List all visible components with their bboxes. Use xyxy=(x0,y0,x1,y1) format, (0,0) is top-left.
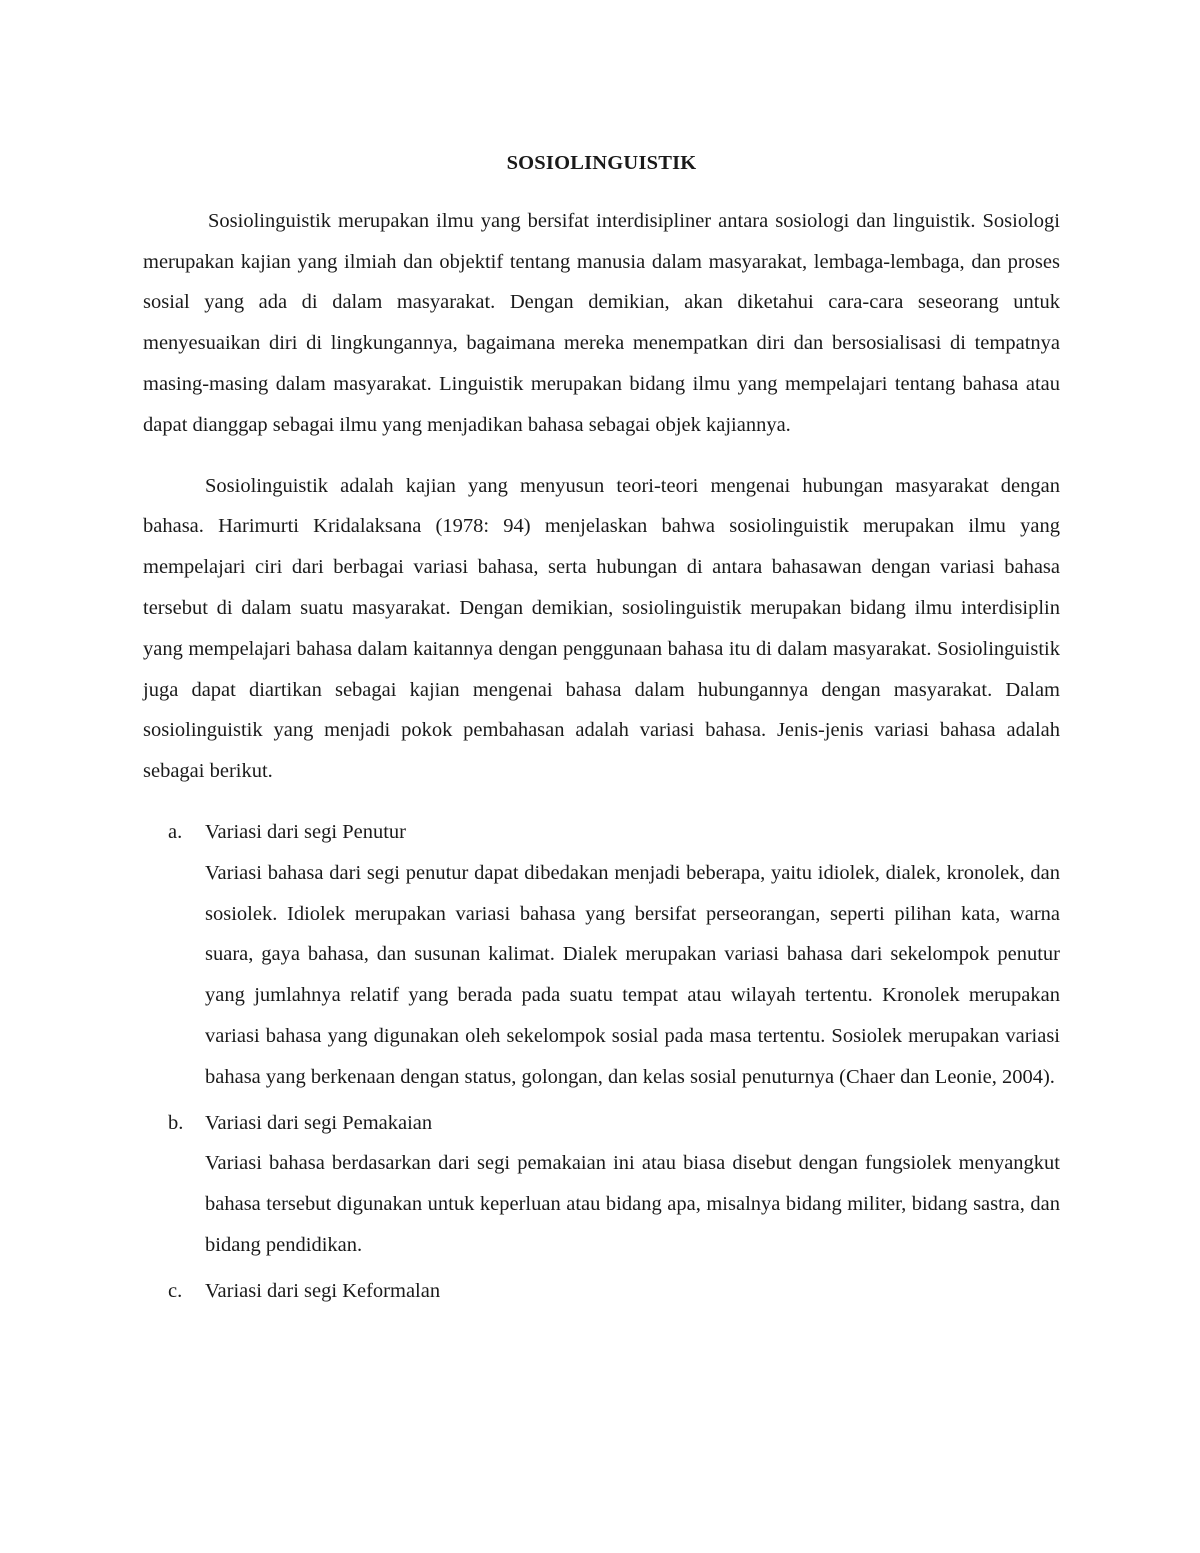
paragraph-2: Sosiolinguistik adalah kajian yang menyusun teori-teori mengenai hubungan masyarakat dengan bahasa. Harimurti Kridalaksana (1978: 94) menjelaskan bahwa sosiolinguistik merupakan ilmu yang mempelajari ciri dari berbagai variasi bahasa, serta hubungan di antara bahasawan dengan variasi bahasa tersebut di dalam suatu masyarakat. Dengan demikian, sosiolinguistik merupakan bidang ilmu interdisiplin yang mempelajari bahasa dalam kaitannya dengan penggunaan bahasa itu di dalam masyarakat. Sosiolinguistik juga dapat diartikan sebagai kajian mengenai bahasa dalam hubungannya dengan masyarakat. Dalam sosiolinguistik yang menjadi pokok pembahasan adalah variasi bahasa. Jenis-jenis variasi bahasa adalah sebagai berikut. xyxy=(143,474,1060,783)
variation-list xyxy=(143,812,1060,1312)
document-title: SOSIOLINGUISTIK xyxy=(506,152,697,174)
list-marker: b. xyxy=(168,1111,184,1134)
list-heading: Variasi dari segi Keformalan xyxy=(205,1279,441,1302)
list-item-c xyxy=(143,1271,1060,1312)
paragraph-1: Sosiolinguistik merupakan ilmu yang bersifat interdisipliner antara sosiologi dan linguistik. Sosiologi merupakan kajian yang ilmiah dan objektif tentang manusia dalam masyarakat, lembaga-lembaga, dan proses sosial yang ada di dalam masyarakat. Dengan demikian, akan diketahui cara-cara seseorang untuk menyesuaikan diri di lingkungannya, bagaimana mereka menempatkan diri dan bersosialisasi di tempatnya masing-masing dalam masyarakat. Linguistik merupakan bidang ilmu yang mempelajari tentang bahasa atau dapat dianggap sebagai ilmu yang menjadikan bahasa sebagai objek kajiannya. xyxy=(143,209,1060,436)
list-body: Variasi bahasa dari segi penutur dapat dibedakan menjadi beberapa, yaitu idiolek, dialek, kronolek, dan sosiolek. Idiolek merupakan variasi bahasa yang bersifat perseorangan, seperti pilihan kata, warna suara, gaya bahasa, dan susunan kalimat. Dialek merupakan variasi bahasa dari sekelompok penutur yang jumlahnya relatif yang berada pada suatu tempat atau wilayah tertentu. Kronolek merupakan variasi bahasa yang digunakan oleh sekelompok sosial pada masa tertentu. Sosiolek merupakan variasi bahasa yang berkenaan dengan status, golongan, dan kelas sosial penuturnya (Chaer dan Leonie, 2004). xyxy=(205,861,1060,1088)
list-heading: Variasi dari segi Penutur xyxy=(205,820,406,843)
list-item-a xyxy=(143,812,1060,1098)
list-marker: c. xyxy=(168,1279,183,1302)
list-marker: a. xyxy=(168,820,183,843)
list-body: Variasi bahasa berdasarkan dari segi pemakaian ini atau biasa disebut dengan fungsiolek menyangkut bahasa tersebut digunakan untuk keperluan atau bidang apa, misalnya bidang militer, bidang sastra, dan bidang pendidikan. xyxy=(205,1152,1060,1256)
list-heading: Variasi dari segi Pemakaian xyxy=(205,1111,433,1134)
list-item-b xyxy=(143,1103,1060,1266)
document-content xyxy=(143,143,1060,1317)
